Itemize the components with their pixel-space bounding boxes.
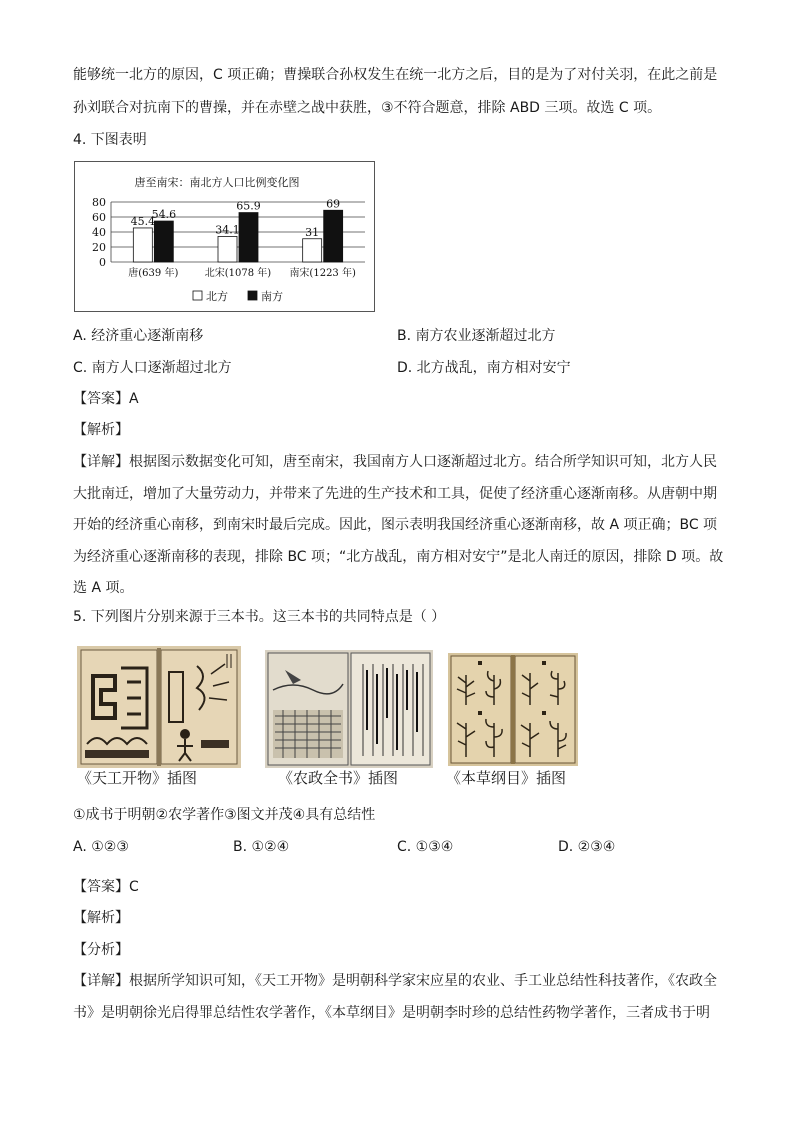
data-label: 65.9 <box>236 199 261 213</box>
data-label: 34.1 <box>215 223 240 237</box>
q4-detail-line-5: 选 A 项。 <box>73 580 134 596</box>
legend-label-north: 北方 <box>206 290 228 303</box>
category-label: 唐(639 年) <box>128 268 179 279</box>
bencao-gangmu-illustration <box>448 653 578 766</box>
category-label: 南宋(1223 年) <box>289 268 356 279</box>
q5-option-b[interactable]: B. ①②④ <box>233 839 290 855</box>
bar-south <box>154 221 173 262</box>
q4-detail-line-1: 【详解】根据图示数据变化可知，唐至南宋，我国南方人口逐渐超过北方。结合所学知识可知，北方人民 <box>73 454 717 470</box>
population-bar-chart <box>75 162 374 311</box>
data-label: 31 <box>305 225 320 239</box>
bar-north <box>303 239 322 262</box>
q4-answer: 【答案】A <box>73 391 139 407</box>
legend-label-south: 南方 <box>261 290 283 303</box>
q4-detail-line-3: 开始的经济重心南移，到南宋时最后完成。因此，图示表明我国经济重心逐渐南移，故 A 项正确；BC 项 <box>73 517 718 533</box>
q5-analysis-heading: 【解析】 <box>73 910 129 926</box>
category-label: 北宋(1078 年) <box>204 268 272 279</box>
q5-statements: ①成书于明朝②农学著作③图文并茂④具有总结性 <box>73 807 376 823</box>
population-chart <box>74 161 375 312</box>
q4-detail-line-2: 大批南迁，增加了大量劳动力，并带来了先进的生产技术和工具，促使了经济重心逐渐南移。从唐朝中期 <box>73 486 717 502</box>
tiangong-kaiwu-illustration <box>77 646 241 768</box>
q5-answer: 【答案】C <box>73 879 139 895</box>
data-label: 45.4 <box>130 214 156 228</box>
legend-swatch-south <box>248 291 257 300</box>
q5-option-d[interactable]: D. ②③④ <box>558 839 616 855</box>
data-label: 69 <box>326 197 341 211</box>
data-label: 54.6 <box>151 208 177 222</box>
question-4-stem: 4. 下图表明 <box>73 132 147 148</box>
q5-option-a[interactable]: A. ①②③ <box>73 839 129 855</box>
q5-detail-line-2: 书》是明朝徐光启得罪总结性农学著作，《本草纲目》是明朝李时珍的总结性药物学著作，三者成书于明 <box>73 1005 710 1021</box>
chart-title: 唐至南宋：南北方人口比例变化图 <box>134 176 300 189</box>
q4-option-d[interactable]: D. 北方战乱，南方相对安宁 <box>397 360 571 376</box>
chart-category-labels <box>128 266 356 279</box>
bar-south <box>324 210 343 262</box>
caption-nongzheng-quanshu: 《农政全书》插图 <box>278 769 399 787</box>
q4-option-a[interactable]: A. 经济重心逐渐南移 <box>73 328 204 344</box>
bar-north <box>218 236 237 262</box>
y-tick-label: 60 <box>92 211 106 224</box>
y-tick-label: 0 <box>99 256 106 269</box>
y-tick-label: 40 <box>92 226 106 239</box>
nongzheng-quanshu-illustration <box>265 650 433 768</box>
legend-swatch-north <box>193 291 202 300</box>
prev-answer-line-2: 孙刘联合对抗南下的曹操，并在赤壁之战中获胜，③不符合题意，排除 ABD 三项。故选 C 项。 <box>73 100 662 116</box>
q5-detail-line-1: 【详解】根据所学知识可知，《天工开物》是明朝科学家宋应星的农业、手工业总结性科技著作，《农政全 <box>73 973 717 989</box>
caption-tiangong-kaiwu: 《天工开物》插图 <box>77 769 198 787</box>
bar-north <box>133 228 152 262</box>
y-tick-label: 80 <box>92 196 106 209</box>
q4-detail-line-4: 为经济重心逐渐南移的表现，排除 BC 项；“北方战乱，南方相对安宁”是北人南迁的原因，排除 D 项。故 <box>73 549 724 565</box>
bar-south <box>239 213 258 262</box>
question-5-stem: 5. 下列图片分别来源于三本书。这三本书的共同特点是（ ） <box>73 609 446 625</box>
q4-option-b[interactable]: B. 南方农业逐渐超过北方 <box>397 328 556 344</box>
chart-y-ticks <box>92 196 106 269</box>
y-tick-label: 20 <box>92 241 106 254</box>
caption-bencao-gangmu: 《本草纲目》插图 <box>446 769 567 787</box>
q4-option-c[interactable]: C. 南方人口逐渐超过北方 <box>73 360 232 376</box>
q4-analysis-heading: 【解析】 <box>73 422 129 438</box>
q5-option-c[interactable]: C. ①③④ <box>397 839 454 855</box>
q5-analysis-subheading: 【分析】 <box>73 942 129 958</box>
prev-answer-line-1: 能够统一北方的原因，C 项正确；曹操联合孙权发生在统一北方之后，目的是为了对付关羽，在此之前是 <box>73 67 718 83</box>
chart-legend <box>193 289 283 303</box>
